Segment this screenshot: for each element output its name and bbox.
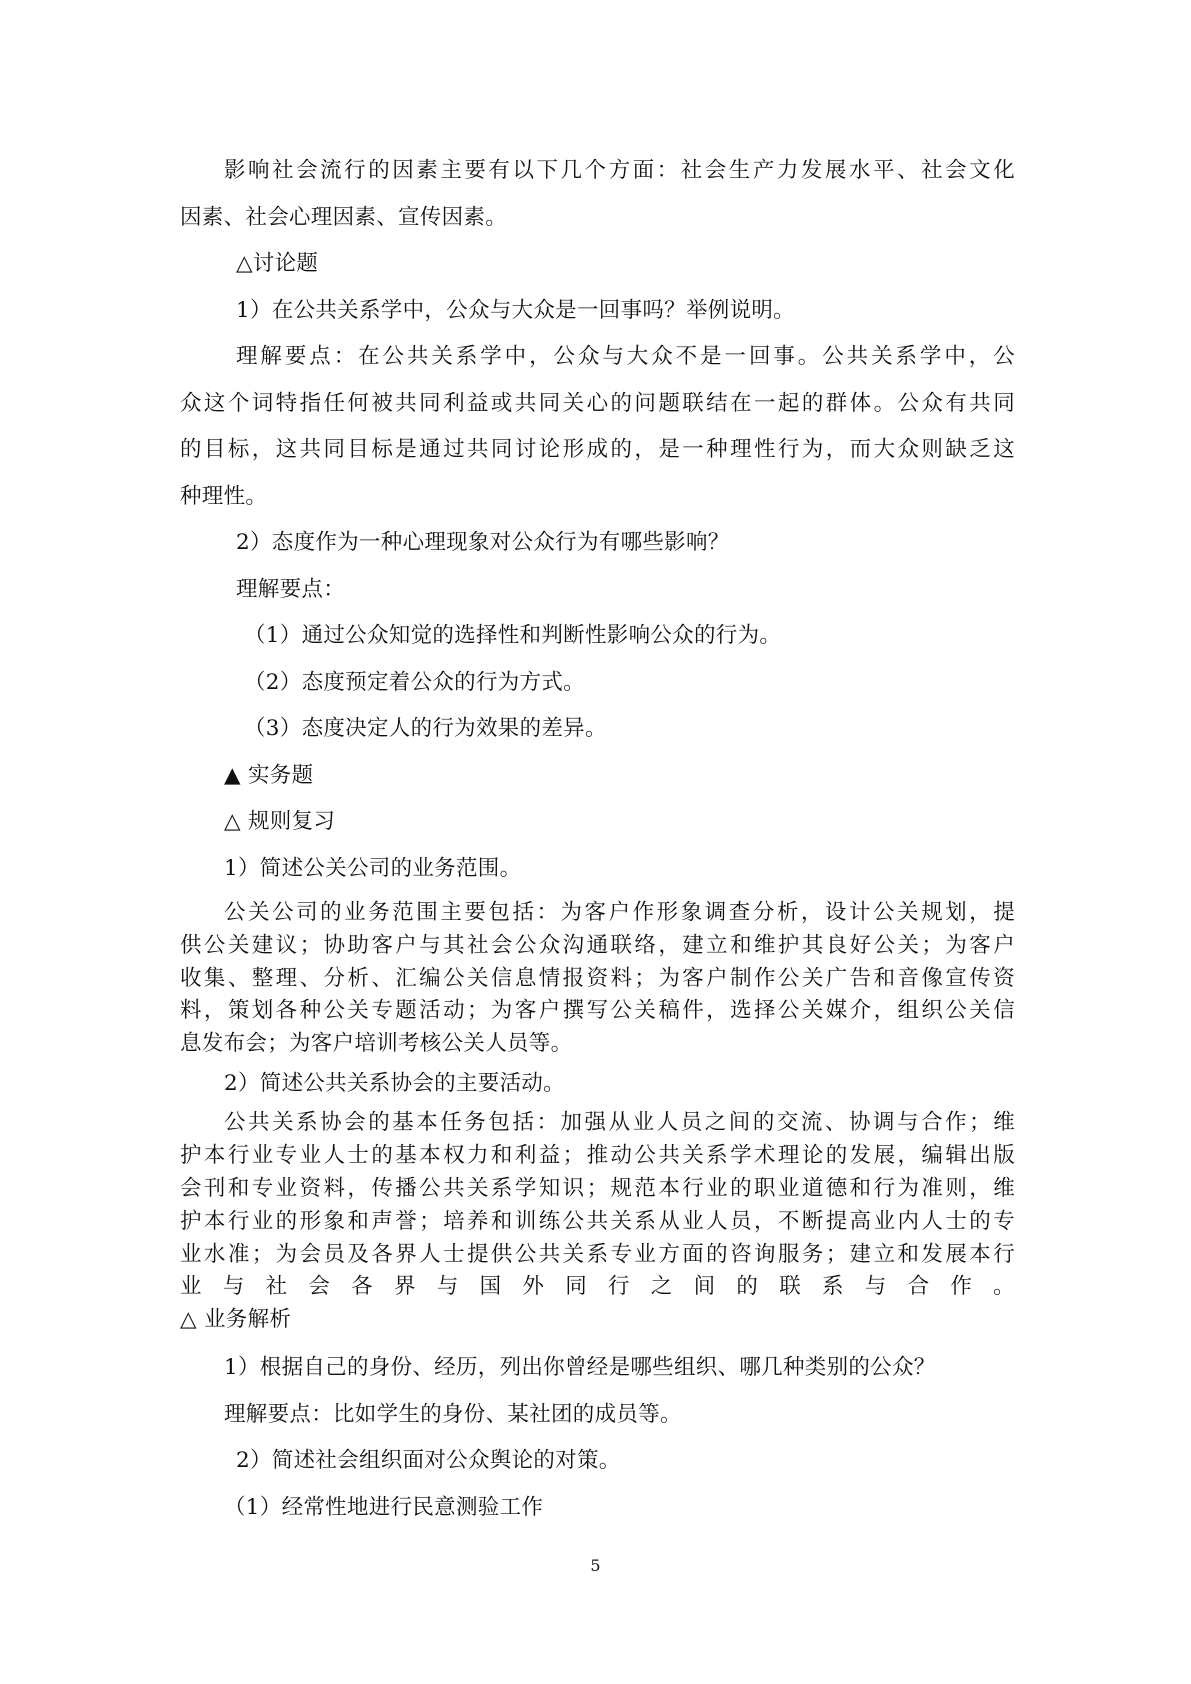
analysis-question-1: 理解要点：比如学生的身份、某社团的成员等。 (224, 1401, 682, 1427)
review-answer-2-line-7: △ 业务解析 (180, 1307, 292, 1333)
heading-rule-review: △ 规则复习 (224, 809, 336, 834)
answer-1-line-4: 种理性。 (180, 483, 268, 509)
review-answer-2-line-1: 公共关系协会的基本任务包括：加强从业人员之间的交流、协调与合作；维 (224, 1110, 1015, 1136)
answer-1-line-2: 众这个词特指任何被共同利益或共同关心的问题联结在一起的群体。公众有共同 (180, 390, 1015, 416)
review-answer-1-line-5: 息发布会；为客户培训考核公关人员等。 (180, 1031, 573, 1057)
question-1: 1）在公共关系学中，公众与大众是一回事吗？举例说明。 (236, 297, 795, 323)
review-answer-1-line-1: 公关公司的业务范围主要包括：为客户作形象调查分析，设计公关规划，提 (224, 900, 1015, 925)
question-2: 2）态度作为一种心理现象对公众行为有哪些影响？ (236, 530, 730, 555)
review-answer-2-line-5: 业水准；为会员及各界人士提供公共关系专业方面的咨询服务；建立和发展本行 (180, 1241, 1015, 1267)
review-answer-1-line-3: 收集、整理、分析、汇编公关信息情报资料；为客户制作公关广告和音像宣传资 (180, 965, 1015, 991)
review-answer-2-line-3: 会刊和专业资料，传播公共关系学知识；规范本行业的职业道德和行为准则，维 (180, 1176, 1015, 1202)
page-number: 5 (590, 1556, 601, 1575)
review-answer-1-line-2: 供公关建议；协助客户与其社会公众沟通联络，建立和维护其良好公关；为客户 (180, 932, 1015, 958)
review-answer-1-line-4: 料，策划各种公关专题活动；为客户撰写公关稿件，选择公关媒介，组织公关信 (180, 998, 1015, 1024)
review-answer-2-line-2: 护本行业专业人士的基本权力和利益；推动公共关系学术理论的发展，编辑出版 (180, 1143, 1015, 1169)
page-body (180, 148, 1015, 1531)
answer-2-point-1: （1）通过公众知觉的选择性和判断性影响公众的行为。 (244, 623, 782, 648)
heading-discussion: △讨论题 (236, 251, 319, 276)
answer-2-point-3: （3）态度决定人的行为效果的差异。 (244, 716, 607, 741)
answer-2-point-2: （2）态度预定着公众的行为方式。 (244, 669, 585, 695)
answer-2-label: 理解要点： (236, 576, 346, 602)
paragraph-social-trend-factors-cont: 因素、社会心理因素、宣传因素。 (180, 204, 508, 230)
heading-practice: ▲ 实务题 (224, 762, 314, 788)
analysis-question-2: （1）经常性地进行民意测验工作 (224, 1494, 544, 1520)
answer-1-line-1: 理解要点：在公共关系学中，公众与大众不是一回事。公共关系学中，公 (236, 344, 1015, 369)
analysis-answer-1: 2）简述社会组织面对公众舆论的对策。 (236, 1448, 621, 1474)
paragraph-social-trend-factors: 影响社会流行的因素主要有以下几个方面：社会生产力发展水平、社会文化 (224, 158, 1015, 183)
answer-1-line-3: 的目标，这共同目标是通过共同讨论形成的，是一种理性行为，而大众则缺乏这 (180, 437, 1015, 462)
review-question-2: 2）简述公共关系协会的主要活动。 (224, 1070, 565, 1096)
review-answer-2-line-6: 业与社会各界与国外同行之间的联系与合作。 (180, 1274, 1015, 1300)
review-answer-2-line-4: 护本行业的形象和声誉；培养和训练公共关系从业人员，不断提高业内人士的专 (180, 1208, 1015, 1234)
heading-business-analysis: 1）根据自己的身份、经历，列出你曾经是哪些组织、哪几种类别的公众？ (224, 1355, 936, 1381)
review-question-1: 1）简述公关公司的业务范围。 (224, 855, 522, 881)
